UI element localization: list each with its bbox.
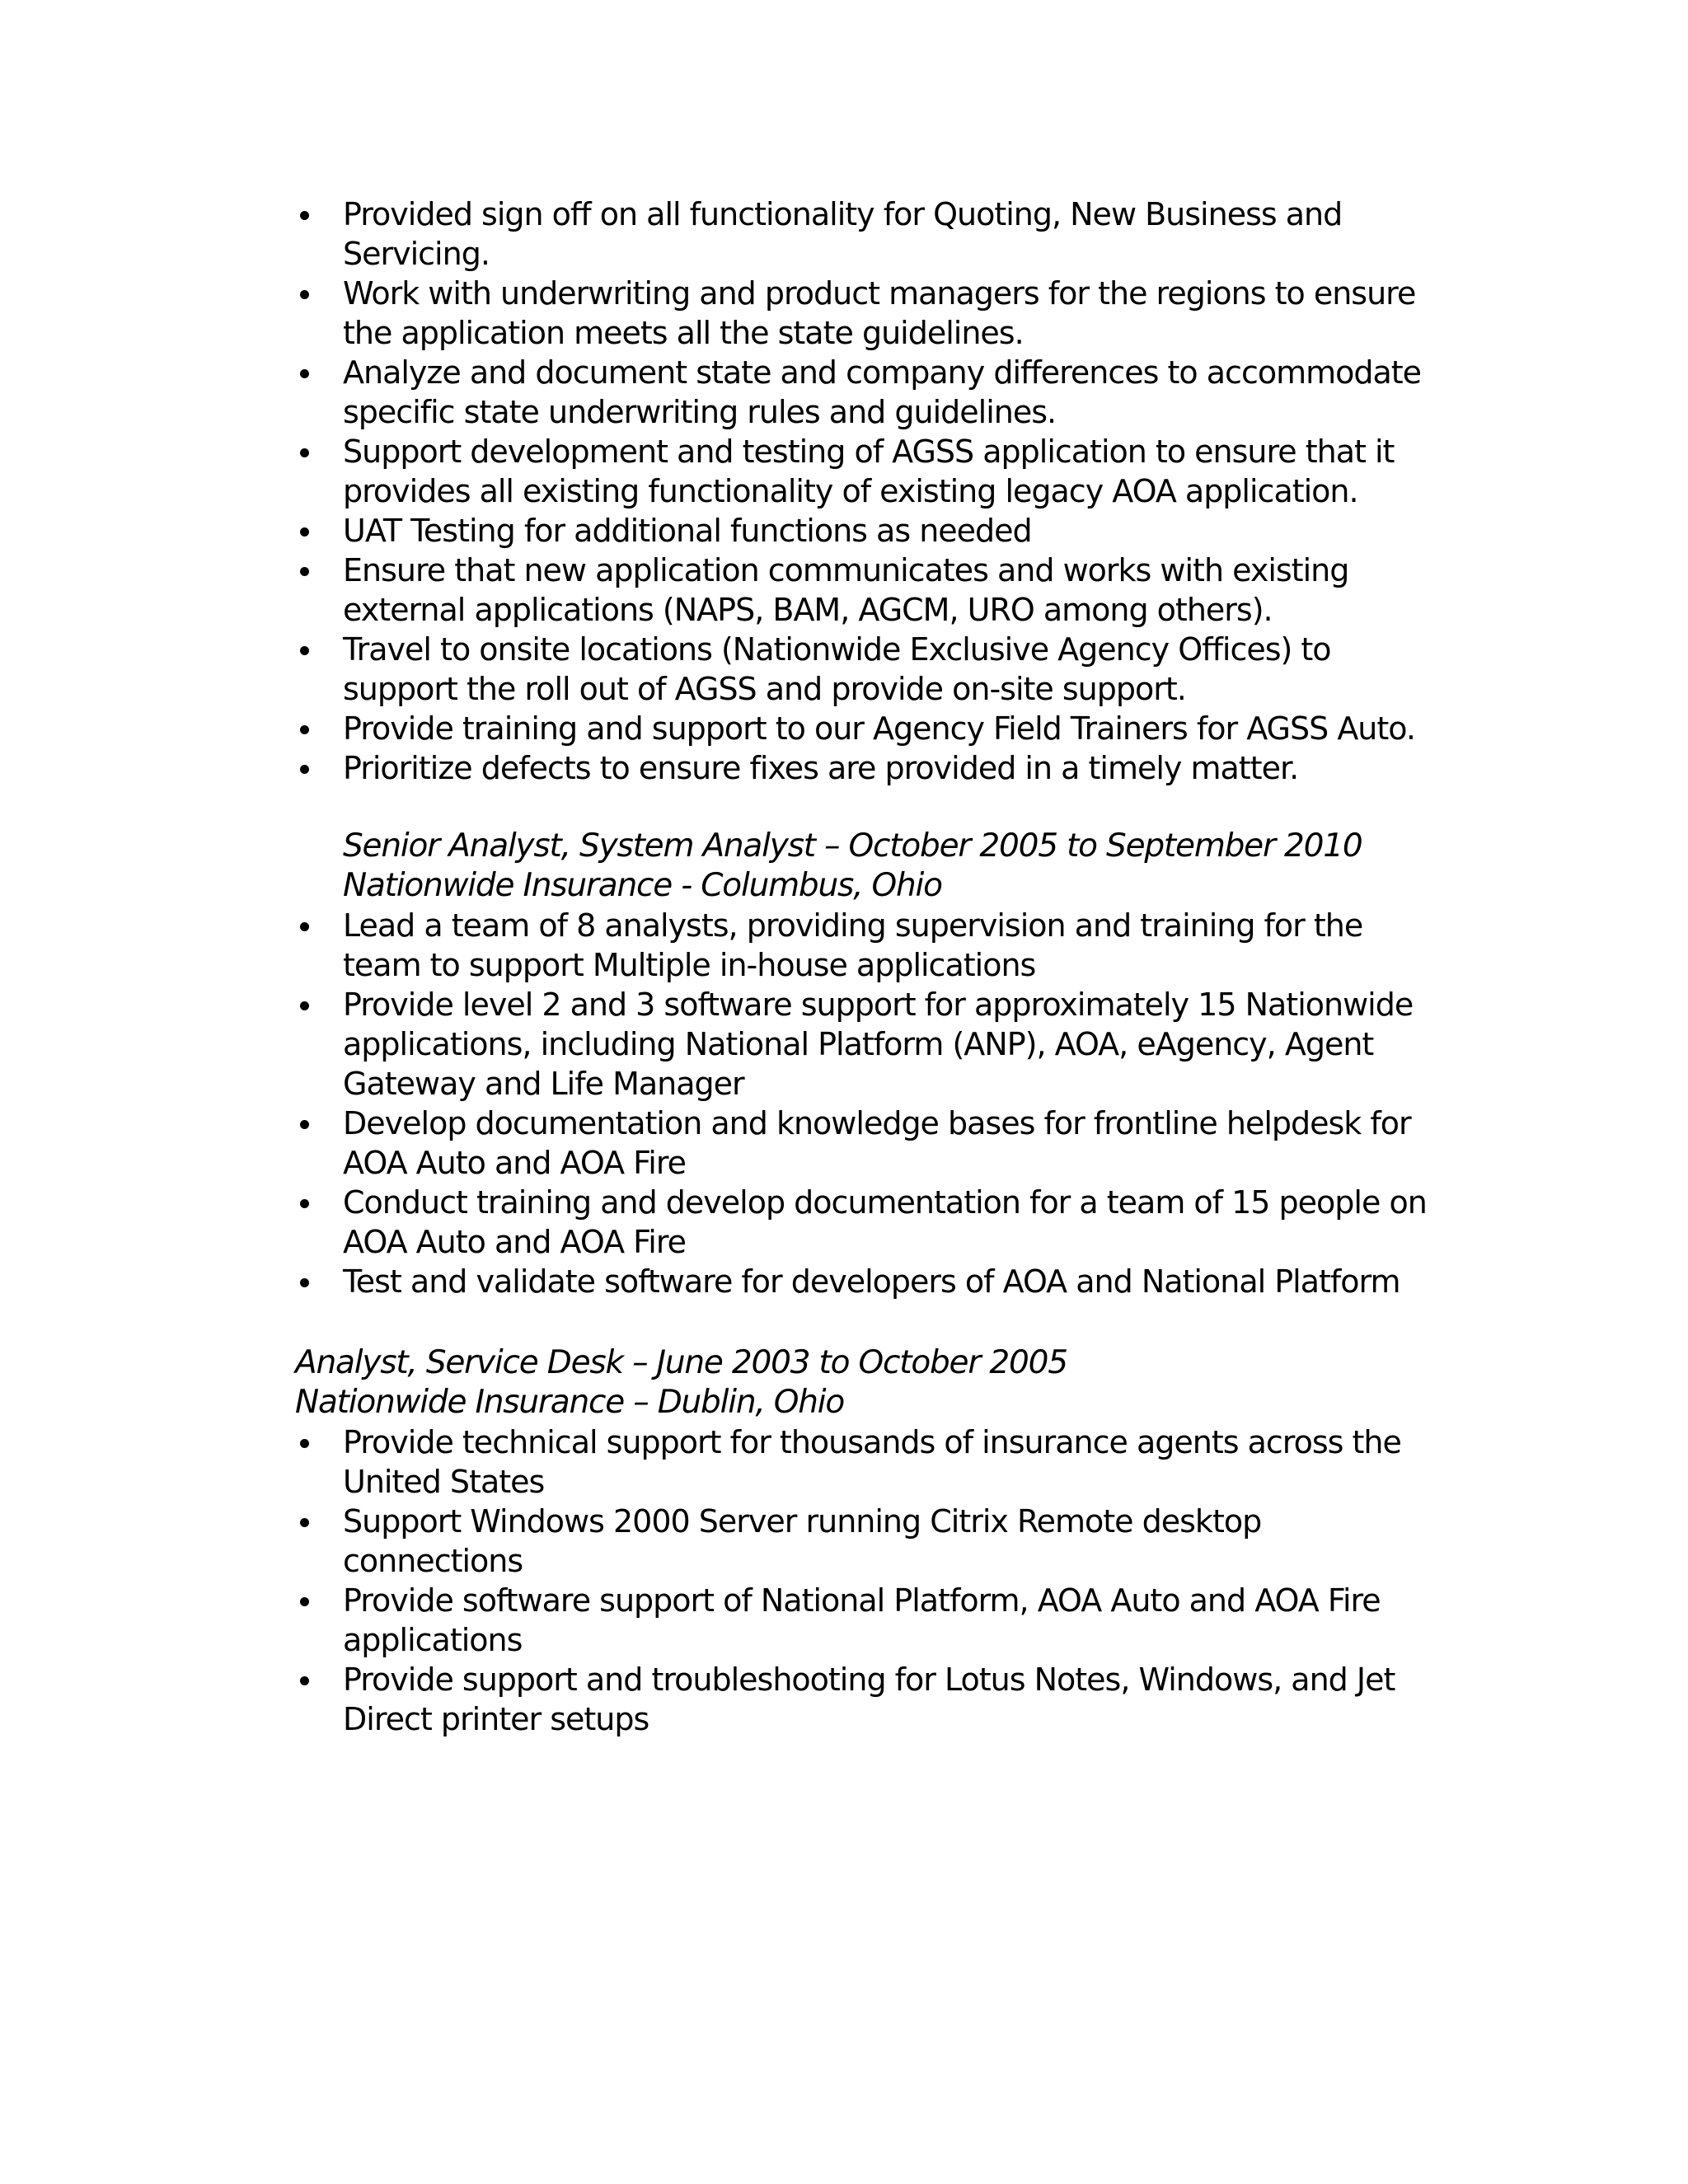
list-item: [295, 274, 1449, 353]
list-item: [295, 748, 1449, 788]
bullet-text: Work with underwriting and product managers for the regions to ensure the application meets all the state guidelines.: [343, 275, 1416, 351]
bullet-icon: [300, 725, 309, 734]
list-item: [295, 985, 1449, 1104]
bullet-text: Provide training and support to our Agency Field Trainers for AGSS Auto.: [343, 710, 1415, 747]
bullet-icon: [300, 1439, 309, 1448]
bullet-list: [295, 194, 1449, 788]
bullet-icon: [300, 1120, 309, 1129]
job-company: Nationwide Insurance – Dublin, Ohio: [295, 1384, 845, 1421]
bullet-text: Provide software support of National Platform, AOA Auto and AOA Fire applications: [343, 1582, 1381, 1658]
bullet-text: Test and validate software for developers of AOA and National Platform: [343, 1263, 1400, 1300]
list-item: [295, 1502, 1449, 1581]
bullet-icon: [300, 211, 309, 220]
bullet-text: Support development and testing of AGSS application to ensure that it provides all existing functionality of existing legacy AOA application.: [343, 434, 1395, 509]
job-title: Analyst, Service Desk – June 2003 to October 2005: [295, 1344, 1067, 1381]
list-item: [295, 1262, 1449, 1301]
bullet-list: [295, 1422, 1449, 1739]
bullet-text: Support Windows 2000 Server running Citrix Remote desktop connections: [343, 1503, 1262, 1579]
bullet-text: Ensure that new application communicates and works with existing external applications (NAPS, BAM, AGCM, URO among others).: [343, 552, 1349, 628]
list-item: [295, 432, 1449, 511]
bullet-icon: [300, 922, 309, 931]
bullet-icon: [300, 1597, 309, 1606]
bullet-text: Provided sign off on all functionality for Quoting, New Business and Servicing.: [343, 196, 1343, 272]
bullet-text: Lead a team of 8 analysts, providing supervision and training for the team to support Multiple in-house applications: [343, 907, 1363, 983]
bullet-icon: [300, 1199, 309, 1208]
list-item: [295, 1104, 1449, 1183]
bullet-icon: [300, 448, 309, 457]
bullet-text: Provide technical support for thousands of insurance agents across the United States: [343, 1424, 1401, 1500]
bullet-icon: [300, 1518, 309, 1527]
list-item: [295, 1581, 1449, 1660]
bullet-text: Conduct training and develop documentation for a team of 15 people on AOA Auto and AOA Fire: [343, 1184, 1427, 1260]
list-item: [295, 1660, 1449, 1739]
bullet-icon: [300, 1676, 309, 1685]
job-company: Nationwide Insurance - Columbus, Ohio: [343, 867, 942, 904]
list-item: [295, 630, 1449, 709]
bullet-icon: [300, 1278, 309, 1287]
bullet-text: UAT Testing for additional functions as needed: [343, 513, 1032, 549]
bullet-text: Provide support and troubleshooting for Lotus Notes, Windows, and Jet Direct printer setups: [343, 1661, 1395, 1737]
bullet-icon: [300, 646, 309, 655]
job-section-continued: [295, 194, 1449, 788]
list-item: [295, 1183, 1449, 1262]
bullet-text: Provide level 2 and 3 software support for approximately 15 Nationwide applications, including National Platform (ANP), AOA, eAgency, Agent Gateway and Life Manager: [343, 987, 1414, 1102]
list-item: [295, 1422, 1449, 1502]
list-item: [295, 194, 1449, 274]
list-item: [295, 353, 1449, 432]
bullet-icon: [300, 290, 309, 299]
bullet-icon: [300, 369, 309, 378]
list-item: [295, 709, 1449, 748]
bullet-icon: [300, 765, 309, 774]
bullet-icon: [300, 1001, 309, 1010]
list-item: [295, 551, 1449, 630]
bullet-text: Develop documentation and knowledge bases for frontline helpdesk for AOA Auto and AOA Fire: [343, 1105, 1411, 1181]
bullet-icon: [300, 527, 309, 537]
bullet-list: [295, 906, 1449, 1301]
job-title: Senior Analyst, System Analyst – October 2005 to September 2010: [343, 827, 1362, 865]
list-item: [295, 906, 1449, 985]
bullet-text: Prioritize defects to ensure fixes are provided in a timely matter.: [343, 750, 1299, 786]
job-section-senior-analyst: [295, 827, 1449, 1301]
bullet-icon: [300, 567, 309, 576]
bullet-text: Analyze and document state and company differences to accommodate specific state underwriting rules and guidelines.: [343, 354, 1422, 430]
list-item: [295, 511, 1449, 551]
bullet-text: Travel to onsite locations (Nationwide Exclusive Agency Offices) to support the roll out of AGSS and provide on-site support.: [343, 631, 1331, 707]
job-section-service-desk: [295, 1343, 1449, 1739]
